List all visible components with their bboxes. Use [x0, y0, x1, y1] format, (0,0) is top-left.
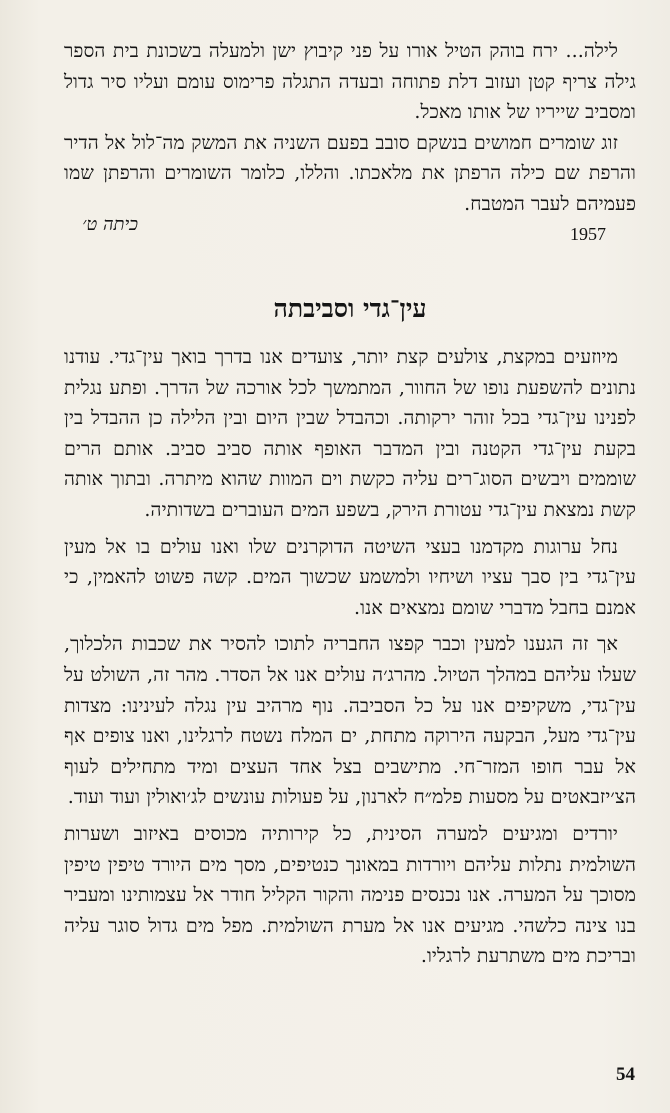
article-paragraph-4: יורדים ומגיעים למערה הסינית, כל קירותיה מכוסים באיזוב ושערות השולמית נתלות עליהם ויורדות במאונך כנטיפים, מסך מים היורד טיפין טיפין מסוכך על המערה. אנו נכנסים פנימה והקור הקליל חודר אל עצמותינו ומעביר בנו צינה כלשהי. מגיעים אנו אל מערת השולמית. מפל מים גדול סוגר עליה ובריכת מים משתרעת לרגליו. — [64, 822, 636, 968]
article-body — [64, 342, 636, 978]
intro-paragraph-1: לילה... ירח בוהק הטיל אורו על פני קיבוץ ישן ולמעלה בשכונת בית הספר גילה צריף קטן ועזוב דלת פתוחה ובעדה התגלה פרימוס עומם ועליו סיר גדול ומסביב שייריו של אותו מאכל. — [64, 40, 636, 124]
year: 1957 — [570, 224, 606, 244]
page-number: 54 — [616, 1064, 635, 1085]
article-paragraph-2: נחל ערוגות מקדמנו בעצי השיטה הדוקרנים שלו ואנו עולים בו אל מעין עין־גדי בין סבך עציו ושיחיו ולמשמע שכשוך המים. קשה פשוט להאמין, כי אמנם בחבל מדברי שומם נמצאים אנו. — [64, 535, 636, 619]
signature: כיתה ט׳ — [82, 214, 138, 235]
signature-row — [64, 214, 636, 244]
intro-text — [64, 36, 636, 220]
intro-paragraph-2: זוג שומרים חמושים בנשקם סובב בפעם השניה את המשק מה־לול אל הדיר והרפת שם כילה הרפתן את מלאכתו. והללו, כלומר השומרים והרפתן שמו פעמיהם לעבר המטבח. — [64, 131, 636, 215]
article-paragraph-3: אך זה הגענו למעין וכבר קפצו החבריה לתוכו להסיר את שכבות הלכלוך, שעלו עליהם במהלך הטיול. מהרג׳ה עולים אנו אל הסדר. מהר זה, השולט על עין־גדי, משקיפים אנו על כל הסביבה. נוף מרהיב עין נגלה לעינינו: מצדות עין־גדי מעל, הבקעה הירוקה מתחת, ים המלח נשטח לרגלינו, ואנו צופים אף אל עבר חופו המזר־חי. מתישבים בצל אחד העצים ומיד מתחילים לעוף הצ׳יזבאטים על מסעות פלמ״ח לארנון, על פעולות עונשים לג׳ואולין ועוד ועוד. — [64, 633, 636, 809]
article-title: עין־גדי וסביבתה — [273, 294, 427, 323]
article-paragraph-1: מיוזעים במקצת, צולעים קצת יותר, צועדים אנו בדרך בואך עין־גדי. עודנו נתונים להשפעת נופו של החוור, המתמשך לכל אורכה של הדרך. ופתע נגלית לפנינו עין־גדי בכל זוהר ירקותה. וכהבדל שבין היום ובין הלילה כן ההבדל בין בקעת עין־גדי הקטנה ובין המדבר האופף אותה סביב סביב. אותם הרים שוממים ויבשים הסוג־רים עליה כקשת וים המוות שהוא מיתרה. ובתוך אותה קשת נמצאת עין־גדי עטורת הירק, בשפע המים העוברים בשדותיה. — [64, 346, 636, 521]
